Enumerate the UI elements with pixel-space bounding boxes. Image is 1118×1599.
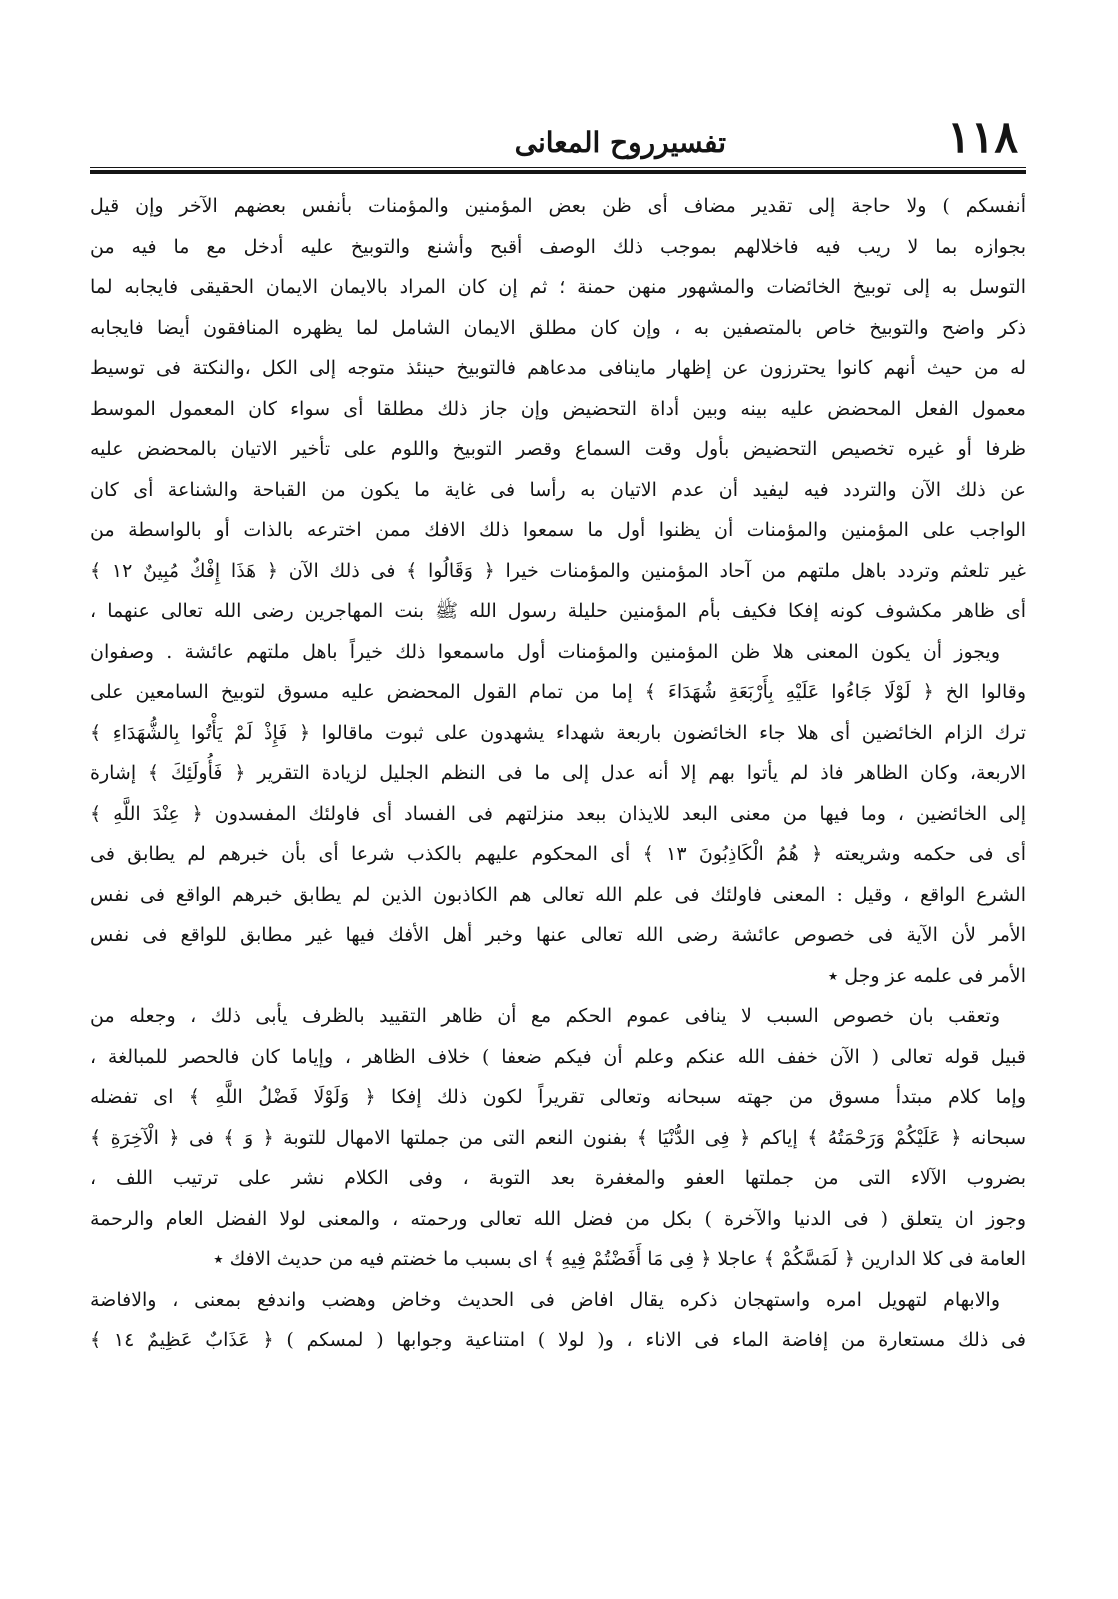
text-line: إلى الخائضين ، وما فيها من معنى البعد للايذان ببعد منزلتهم فى الفساد أى فاولئك المفسدون ﴿ عِنْدَ اللَّهِ ﴾	[90, 802, 1026, 825]
text-line: سبحانه ﴿ عَلَيْكُمْ وَرَحْمَتُهُ ﴾ إياكم ﴿ فِى الدُّنْيَا ﴾ بفنون النعم التى من جملتها الامهال للتوبة ﴿ وَ ﴾ فى ﴿ الْآخِرَةِ ﴾	[90, 1126, 1026, 1149]
body-text	[90, 186, 1026, 1361]
header-rule	[90, 170, 1026, 174]
text-line: وإما كلام مبتدأ مسوق من جهته سبحانه وتعالى تقريراً لكون ذلك إفكا ﴿ وَلَوْلَا فَضْلُ اللَّهِ ﴾ اى تفضله	[90, 1086, 1026, 1108]
text-line: العامة فى كلا الدارين ﴿ لَمَسَّكُمْ ﴾ عاجلا ﴿ فِى مَا أَفَضْتُمْ فِيهِ ﴾ اى بسبب ما خضتم فيه من حديث الافك ٭	[213, 1248, 1026, 1270]
text-line: قبيل قوله تعالى ( الآن خفف الله عنكم وعلم أن فيكم ضعفا ) خلاف الظاهر ، وإياما كان فالحصر للمبالغة ،	[90, 1045, 1026, 1068]
page-header	[90, 112, 1026, 174]
running-title: تفسيرروح المعانى	[514, 126, 726, 159]
header-rule-thin	[90, 167, 1026, 168]
text-line: غير تلعثم وتردد باهل ملتهم من آحاد المؤمنين والمؤمنات خيرا ﴿ وَقَالُوا ﴾ فى ذلك الآن ﴿ هَذَا إِفْكٌ مُبِينٌ ١٢ ﴾	[90, 559, 1026, 582]
text-line: عن ذلك الآن والتردد فيه ليفيد أن عدم الاتيان به رأسا فى غاية ما يكون من القباحة والشناعة أى كان	[90, 478, 1026, 501]
text-line: التوسل به إلى توبيخ الخائضات والمشهور منهن حمنة ؛ ثم إن كان المراد بالايمان الايمان الحقيقى فايجابه لما	[90, 276, 1026, 298]
text-line: أى فى حكمه وشريعته ﴿ هُمُ الْكَاذِبُونَ ١٣ ﴾ أى المحكوم عليهم بالكذب شرعا أى بأن خبرهم لم يطابق فى	[90, 843, 1026, 865]
text-line: وتعقب بان خصوص السبب لا ينافى عموم الحكم مع أن ظاهر التقييد بالظرف يأبى ذلك ، وجعله من	[90, 1005, 1000, 1027]
text-line: بضروب الآلاء التى من جملتها العفو والمغفرة بعد التوبة ، وفى الكلام نشر على ترتيب اللف ،	[90, 1167, 1026, 1189]
text-line: الأمر لأن الآية فى خصوص عائشة رضى الله تعالى عنها وخبر أهل الأفك فيها غير مطابق للواقع فى نفس	[90, 924, 1026, 946]
text-line: معمول الفعل المحضض عليه بينه وبين أداة التحضيض وإن جاز ذلك مطلقا أى سواء كان المعمول الموسط	[90, 397, 1026, 420]
text-line: وقالوا الخ ﴿ لَوْلَا جَاءُوا عَلَيْهِ بِأَرْبَعَةِ شُهَدَاءَ ﴾ إما من تمام القول المحضض عليه مسوق لتوبيخ السامعين على	[90, 681, 1026, 703]
text-line: الاربعة، وكان الظاهر فاذ لم يأتوا بهم إلا أنه عدل إلى ما فى النظم الجليل لزيادة التقرير ﴿ فَأُولَئِكَ ﴾ إشارة	[90, 762, 1026, 784]
text-line: وجوز ان يتعلق ( فى الدنيا والآخرة ) بكل من فضل الله تعالى ورحمته ، والمعنى لولا الفضل العام والرحمة	[90, 1207, 1026, 1230]
text-line: الأمر فى علمه عز وجل ٭	[827, 964, 1026, 987]
text-line: بجوازه بما لا ريب فيه فاخلالهم بموجب ذلك الوصف أقبح وأشنع والتوبيخ عليه أدخل مع ما فيه من	[90, 235, 1026, 258]
text-line: الشرع الواقع ، وقيل : المعنى فاولئك فى علم الله تعالى هم الكاذبون الذين لم يطابق خبرهم الواقع فى نفس	[90, 883, 1026, 906]
text-line: ظرفا أو غيره تخصيص التحضيض بأول وقت السماع وقصر التوبيخ واللوم على تأخير الاتيان بالمحضض عليه	[90, 438, 1026, 460]
text-line: فى ذلك مستعارة من إفاضة الماء فى الاناء ، و( لولا ) امتناعية وجوابها ( لمسكم ) ﴿ عَذَابٌ عَظِيمٌ ١٤ ﴾	[90, 1329, 1026, 1351]
text-line: ويجوز أن يكون المعنى هلا ظن المؤمنين والمؤمنات أول ماسمعوا ذلك خيراً باهل ملتهم عائشة . وصفوان	[90, 640, 1000, 663]
text-line: ذكر واضح والتوبيخ خاص بالمتصفين به ، وإن كان مطلق الايمان الشامل لما يظهره المنافقون أيضا فايجابه	[90, 316, 1026, 339]
text-line: أنفسكم ) ولا حاجة إلى تقدير مضاف أى ظن بعض المؤمنين والمؤمنات بأنفس بعضهم الآخر وإن قيل	[90, 195, 1026, 217]
text-line: له من حيث أنهم كانوا يحترزون عن إظهار ماينافى مدعاهم فالتوبيخ حينئذ متوجه إلى الكل ،والنكتة فى توسيط	[90, 357, 1026, 379]
page-number: ١١٨	[947, 112, 1018, 163]
text-line: أى ظاهر مكشوف كونه إفكا فكيف بأم المؤمنين حليلة رسول الله ﷺ بنت المهاجرين رضى الله تعالى عنهما ،	[90, 600, 1026, 622]
text-line: والابهام لتهويل امره واستهجان ذكره يقال افاض فى الحديث وخاض وهضب واندفع بمعنى ، والافاضة	[90, 1288, 1000, 1311]
text-line: ترك الزام الخائضين أى هلا جاء الخائضون باربعة شهداء يشهدون على ثبوت ماقالوا ﴿ فَإِذْ لَمْ يَأْتُوا بِالشُّهَدَاءِ ﴾	[90, 721, 1026, 744]
text-line: الواجب على المؤمنين والمؤمنات أن يظنوا أول ما سمعوا ذلك الافك ممن اخترعه بالذات أو بالواسطة من	[90, 519, 1026, 541]
